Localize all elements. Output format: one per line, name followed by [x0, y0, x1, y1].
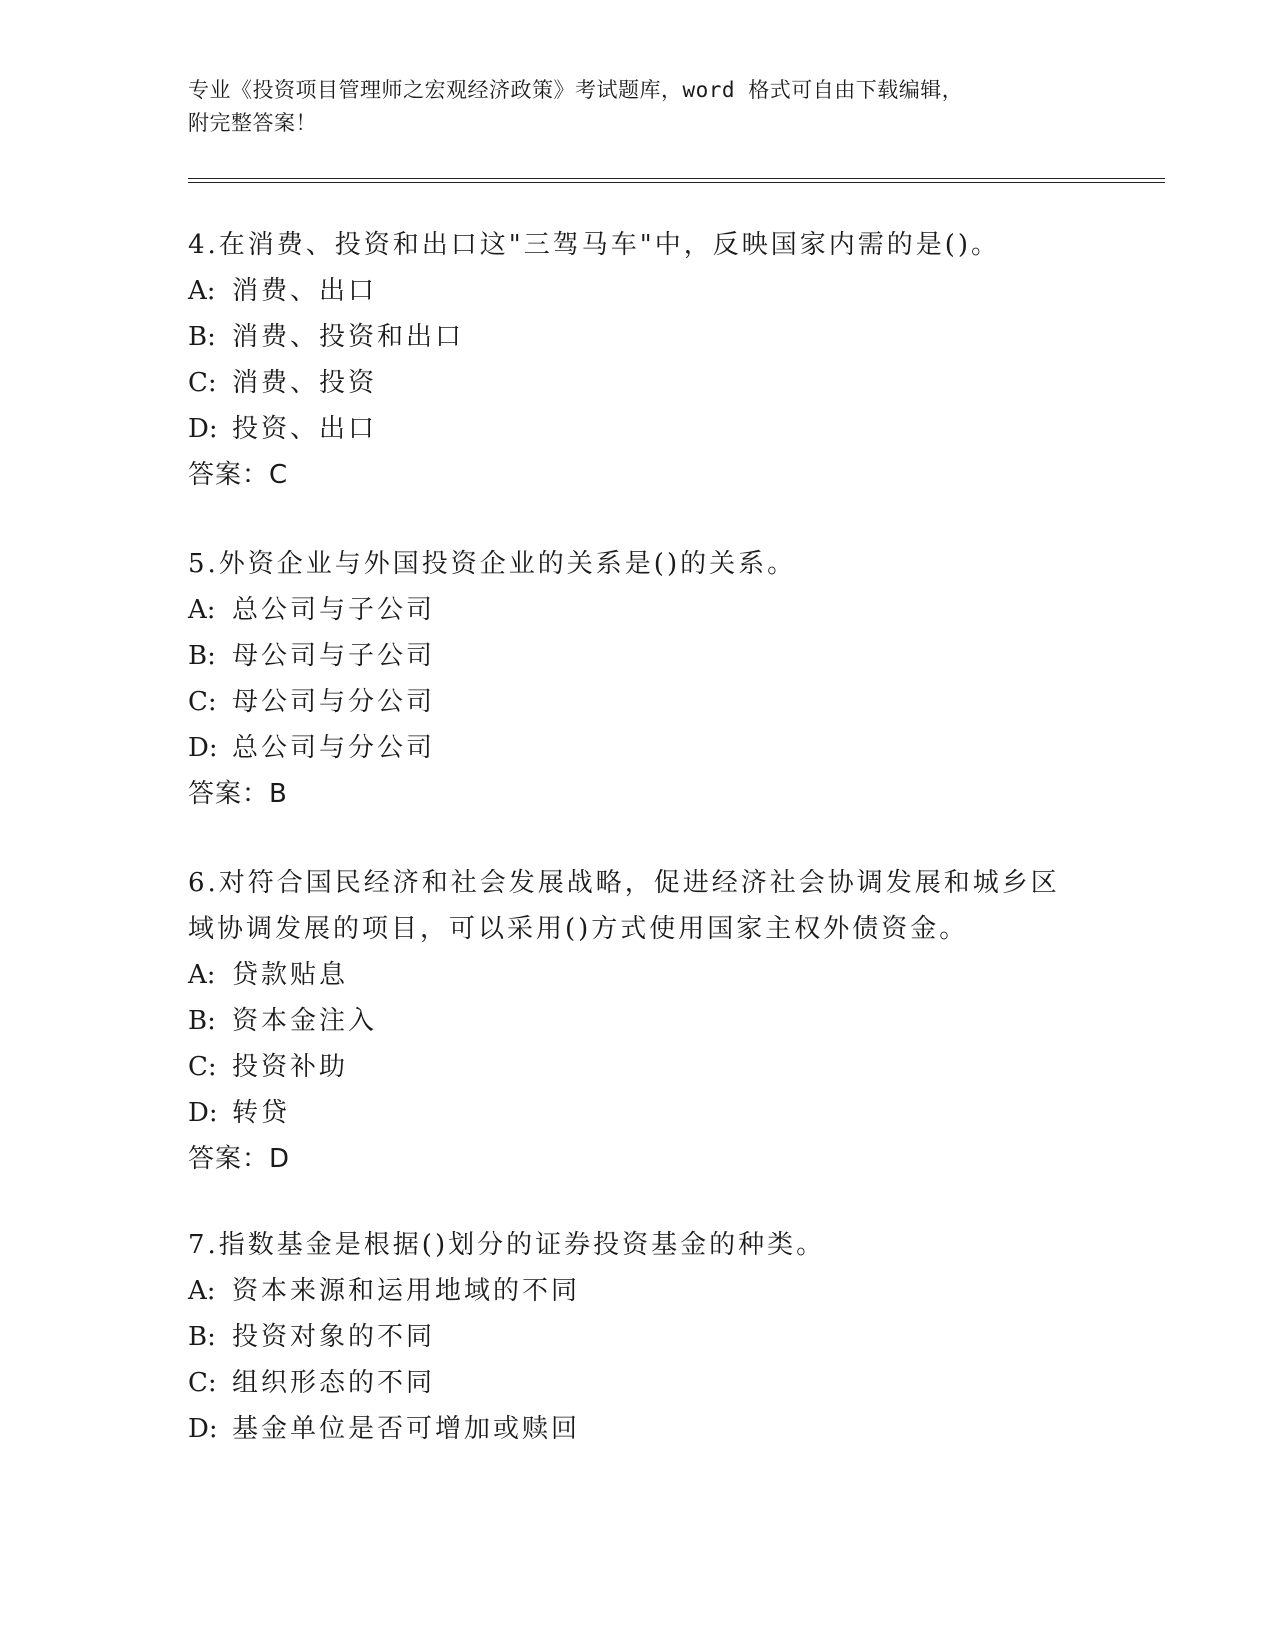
option-text: 母公司与分公司	[232, 687, 436, 717]
question-stem-line-2: 域协调发展的项目，可以采用()方式使用国家主权外债资金。	[188, 914, 969, 944]
option-b	[188, 314, 1088, 360]
header-divider	[188, 178, 1165, 183]
option-text: 投资对象的不同	[232, 1322, 436, 1352]
header-line-1: 专业《投资项目管理师之宏观经济政策》考试题库，word 格式可自由下载编辑，	[188, 78, 964, 102]
question-stem	[188, 860, 1088, 952]
option-a	[188, 1268, 1088, 1314]
option-c	[188, 679, 1088, 725]
option-list	[188, 587, 1088, 771]
option-letter: D:	[188, 733, 218, 763]
option-b	[188, 998, 1088, 1044]
answer-line: 答案：D	[188, 1144, 291, 1174]
option-letter: D:	[188, 1098, 218, 1128]
option-letter: A:	[188, 960, 216, 990]
option-text: 总公司与分公司	[232, 733, 436, 763]
option-text: 组织形态的不同	[232, 1368, 436, 1398]
option-letter: B:	[188, 641, 216, 671]
option-a	[188, 587, 1088, 633]
question-7	[188, 1222, 1088, 1452]
option-a	[188, 268, 1088, 314]
option-c	[188, 360, 1088, 406]
option-list	[188, 1268, 1088, 1452]
option-d	[188, 1090, 1088, 1136]
question-stem: 4.在消费、投资和出口这"三驾马车"中，反映国家内需的是()。	[188, 230, 1001, 260]
option-text: 总公司与子公司	[232, 595, 436, 625]
option-letter: C:	[188, 1052, 217, 1082]
option-letter: A:	[188, 1276, 216, 1306]
option-letter: D:	[188, 414, 218, 444]
option-a	[188, 952, 1088, 998]
option-letter: A:	[188, 595, 216, 625]
option-c	[188, 1044, 1088, 1090]
option-d	[188, 1406, 1088, 1452]
option-letter: C:	[188, 687, 217, 717]
option-letter: D:	[188, 1414, 218, 1444]
answer-line: 答案：C	[188, 460, 289, 490]
option-list	[188, 952, 1088, 1136]
option-c	[188, 1360, 1088, 1406]
option-text: 投资补助	[232, 1052, 349, 1082]
question-stem: 5.外资企业与外国投资企业的关系是()的关系。	[188, 549, 797, 579]
question-4	[188, 222, 1088, 498]
option-letter: A:	[188, 276, 216, 306]
option-letter: C:	[188, 368, 217, 398]
option-text: 转贷	[232, 1098, 291, 1128]
option-d	[188, 725, 1088, 771]
question-5	[188, 541, 1088, 817]
option-d	[188, 406, 1088, 452]
option-text: 资本金注入	[232, 1006, 378, 1036]
option-text: 基金单位是否可增加或赎回	[232, 1414, 581, 1444]
option-b	[188, 1314, 1088, 1360]
answer-line: 答案：B	[188, 779, 288, 809]
question-6	[188, 860, 1088, 1182]
option-text: 消费、出口	[232, 276, 378, 306]
option-text: 投资、出口	[232, 414, 378, 444]
question-stem-line-1: 6.对符合国民经济和社会发展战略，促进经济社会协调发展和城乡区	[188, 868, 1060, 898]
option-letter: B:	[188, 1322, 216, 1352]
option-letter: B:	[188, 1006, 216, 1036]
header-line-2: 附完整答案！	[188, 111, 317, 135]
option-text: 消费、投资	[232, 368, 378, 398]
option-text: 贷款贴息	[232, 960, 349, 990]
option-text: 母公司与子公司	[232, 641, 436, 671]
document-header	[188, 74, 1088, 140]
option-letter: B:	[188, 322, 216, 352]
option-text: 资本来源和运用地域的不同	[232, 1276, 581, 1306]
question-stem: 7.指数基金是根据()划分的证券投资基金的种类。	[188, 1230, 826, 1260]
option-letter: C:	[188, 1368, 217, 1398]
option-text: 消费、投资和出口	[232, 322, 465, 352]
option-list	[188, 268, 1088, 452]
option-b	[188, 633, 1088, 679]
